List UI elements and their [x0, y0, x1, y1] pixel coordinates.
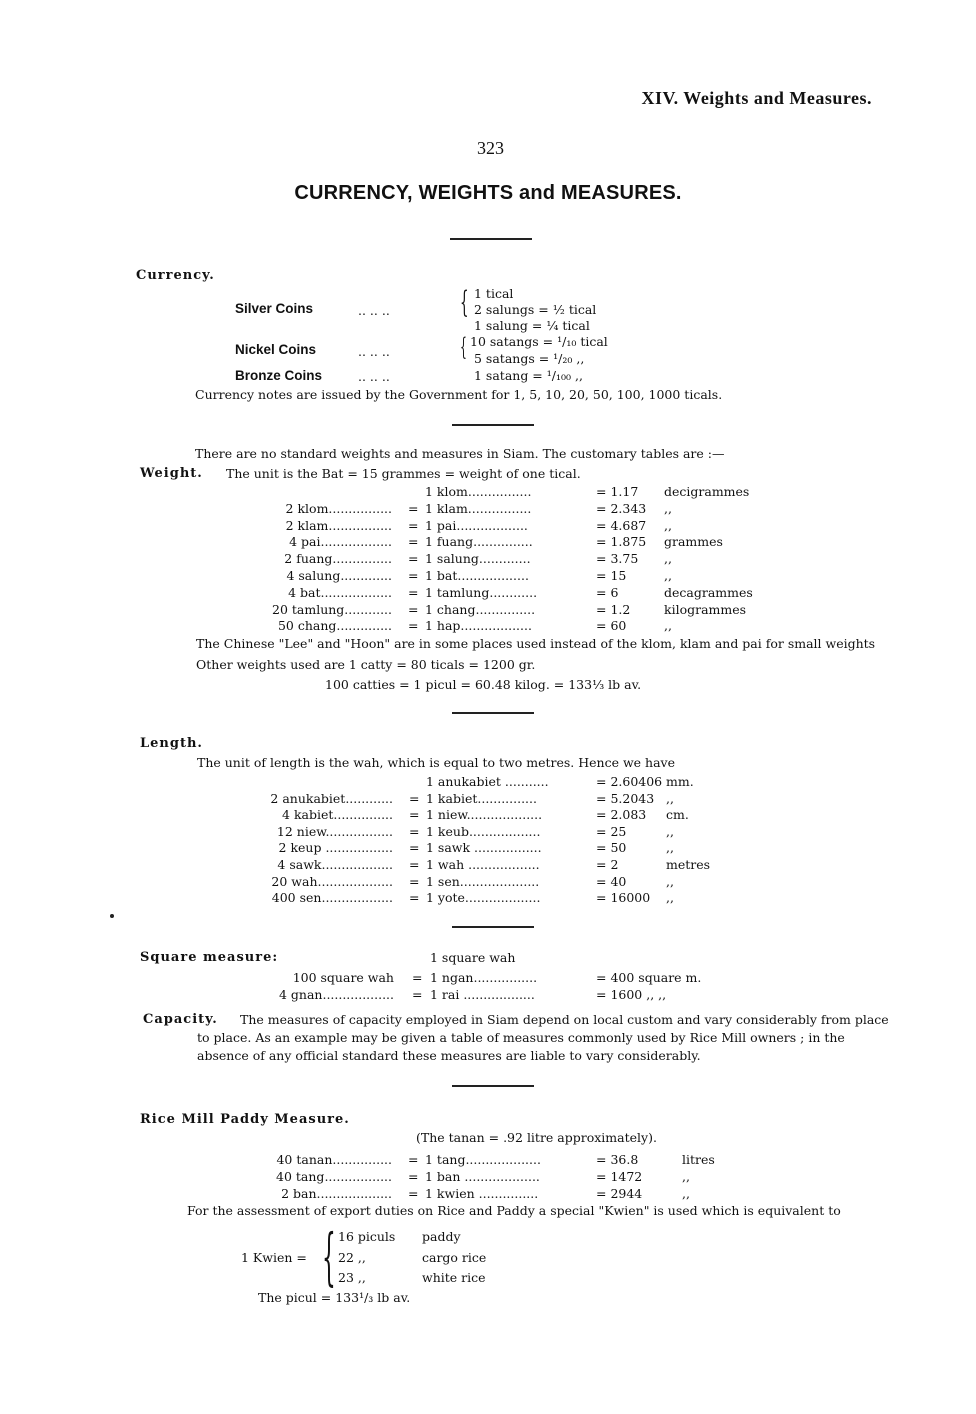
rice-row-eq: = — [408, 1152, 419, 1167]
weight-note-1: The Chinese "Lee" and "Hoon" are in some places used instead of the klom, klam and pai for small weights — [196, 636, 876, 651]
weight-row-mid: 1 klam................ — [425, 500, 532, 516]
divider — [452, 1085, 534, 1087]
silver-coins-label: Silver Coins — [235, 301, 314, 316]
kwien-what-1: paddy — [422, 1229, 461, 1244]
capacity-line-2: to place. As an example may be given a table of measures commonly used by Rice Mill owners ; in the — [197, 1030, 845, 1045]
length-row-unit: ,, — [666, 873, 674, 889]
length-row-unit: ,, — [666, 890, 674, 906]
length-row-mid: 1 niew................... — [426, 807, 543, 823]
weight-row-left: 2 fuang............... — [284, 551, 392, 567]
square-row-mid: 1 ngan................ — [430, 970, 538, 985]
weight-row-unit: ,, — [664, 551, 672, 567]
length-row-unit: ,, — [666, 790, 674, 806]
length-row-unit: ,, — [666, 823, 674, 839]
weight-row-mid: 1 chang............... — [425, 601, 536, 617]
weight-row-left: 4 pai.................. — [289, 534, 392, 550]
capacity-heading: Capacity. — [143, 1012, 218, 1027]
kwien-brace-icon: { — [322, 1220, 336, 1293]
square-heading: Square measure: — [140, 950, 279, 965]
rice-row-left: 40 tang................. — [276, 1169, 392, 1184]
rice-row-eq: = — [408, 1169, 419, 1184]
length-row-eq: = — [409, 807, 420, 823]
weight-row-mid: 1 klom................ — [425, 484, 532, 499]
rice-row-unit: ,, — [682, 1186, 690, 1201]
capacity-line-1: The measures of capacity employed in Siam depend on local custom and vary considerably from place — [240, 1012, 889, 1027]
currency-heading: Currency. — [136, 268, 215, 283]
weight-row-val: = 1.17 — [596, 484, 639, 499]
weight-row-eq: = — [408, 568, 419, 583]
page-number: 323 — [477, 138, 504, 158]
rice-row-mid: 1 ban ................... — [425, 1169, 540, 1184]
length-row-left: 4 sawk.................. — [277, 857, 393, 872]
length-row-val: = 5.2043 — [596, 790, 655, 806]
length-row-unit: metres — [666, 857, 711, 872]
length-row-val: = 2 — [596, 857, 619, 872]
rice-row-unit: ,, — [682, 1169, 690, 1184]
weight-row-val: = 60 — [596, 618, 627, 634]
length-row-mid: 1 kabiet............... — [426, 790, 537, 806]
silver-line-1: 1 tical — [474, 286, 514, 301]
square-row-val: = 1600 ,, ,, — [596, 987, 667, 1002]
weight-row-mid: 1 salung............. — [425, 551, 531, 567]
kwien-qty-2: 22 ,, — [338, 1250, 366, 1265]
silver-coins-dots: .. .. .. — [358, 303, 390, 318]
nickel-line-1: 10 satangs = ¹/₁₀ tical — [470, 334, 608, 349]
rice-row-val: = 36.8 — [596, 1152, 639, 1167]
square-row-0: 1 square wah — [430, 950, 516, 965]
length-row-mid: 1 yote................... — [426, 890, 541, 906]
weight-row-eq: = — [408, 601, 419, 617]
square-row-eq: = — [412, 987, 423, 1002]
weight-row-unit: ,, — [664, 517, 672, 533]
square-row-mid: 1 rai .................. — [430, 987, 535, 1002]
weight-row-unit: ,, — [664, 618, 672, 634]
weight-row-val: = 4.687 — [596, 517, 647, 533]
length-row-val: = 16000 — [596, 890, 651, 906]
weight-heading: Weight. — [140, 466, 203, 481]
stray-mark — [110, 914, 114, 918]
weight-row-left: 2 klam................ — [285, 517, 392, 533]
rice-row-left: 2 ban................... — [281, 1186, 392, 1201]
tanan-note: (The tanan = .92 litre approximately). — [416, 1130, 657, 1145]
rice-row-eq: = — [408, 1186, 419, 1201]
length-row-mid: 1 wah .................. — [426, 857, 540, 872]
weight-row-unit: ,, — [664, 568, 672, 583]
weight-row-left: 4 salung............. — [286, 568, 392, 583]
weight-row-left: 2 klom................ — [285, 500, 392, 516]
weight-row-eq: = — [408, 517, 419, 533]
length-row-mid: 1 sawk ................. — [426, 840, 542, 856]
weight-unit-text: The unit is the Bat = 15 grammes = weight of one tical. — [226, 466, 581, 481]
length-row-val: = 25 — [596, 823, 627, 839]
weight-row-left: 4 bat.................. — [288, 584, 392, 600]
silver-brace-icon: { — [460, 285, 469, 320]
capacity-line-3: absence of any official standard these measures are liable to vary considerably. — [197, 1048, 701, 1063]
kwien-label: 1 Kwien = — [241, 1250, 307, 1265]
export-line: For the assessment of export duties on Rice and Paddy a special "Kwien" is used which is equivalent to — [187, 1203, 841, 1218]
length-row-unit: mm. — [666, 774, 694, 789]
square-row-left: 4 gnan.................. — [278, 987, 394, 1002]
weight-row-eq: = — [408, 534, 419, 550]
divider — [452, 712, 534, 714]
length-row-val: = 2.083 — [596, 807, 647, 823]
nickel-coins-label: Nickel Coins — [235, 342, 317, 357]
square-row-eq: = — [412, 970, 423, 985]
length-row-eq: = — [409, 857, 420, 872]
nickel-line-2: 5 satangs = ¹/₂₀ ,, — [474, 351, 585, 366]
rice-row-left: 40 tanan............... — [276, 1152, 392, 1167]
square-row-val: = 400 square m. — [596, 970, 702, 985]
length-row-mid: 1 keub.................. — [426, 823, 541, 839]
rice-row-mid: 1 kwien ............... — [425, 1186, 539, 1201]
currency-notes: Currency notes are issued by the Government for 1, 5, 10, 20, 50, 100, 1000 ticals. — [195, 387, 723, 402]
intro-text: There are no standard weights and measures in Siam. The customary tables are :— — [195, 446, 725, 461]
running-title: XIV. Weights and Measures. — [641, 88, 872, 108]
length-row-mid: 1 sen.................... — [426, 873, 540, 889]
weight-row-mid: 1 tamlung............ — [425, 584, 538, 600]
length-row-left: 4 kabiet............... — [282, 807, 393, 823]
length-row-unit: cm. — [666, 807, 689, 823]
weight-row-unit: grammes — [664, 534, 723, 550]
main-title: CURRENCY, WEIGHTS and MEASURES. — [294, 182, 682, 204]
length-heading: Length. — [140, 736, 203, 751]
weight-row-val: = 6 — [596, 584, 619, 600]
rice-row-unit: litres — [682, 1152, 715, 1167]
weight-row-mid: 1 fuang............... — [425, 534, 533, 550]
weight-row-mid: 1 pai.................. — [425, 517, 528, 533]
bronze-line: 1 satang = ¹/₁₀₀ ,, — [474, 368, 583, 383]
weight-row-mid: 1 hap.................. — [425, 618, 532, 634]
weight-row-left: 20 tamlung............ — [272, 601, 392, 617]
length-row-val: = 50 — [596, 840, 627, 856]
silver-line-2: 2 salungs = ½ tical — [474, 302, 597, 317]
length-row-unit: ,, — [666, 840, 674, 856]
weight-note-3: 100 catties = 1 picul = 60.48 kilog. = 133⅓ lb av. — [325, 677, 642, 692]
divider — [452, 424, 534, 426]
rice-heading: Rice Mill Paddy Measure. — [140, 1112, 350, 1127]
length-row-eq: = — [409, 790, 420, 806]
length-row-eq: = — [409, 873, 420, 889]
length-row-mid: 1 anukabiet ........... — [426, 774, 549, 789]
length-row-val: = 40 — [596, 873, 627, 889]
length-row-val: = 2.60406 — [596, 774, 663, 789]
length-row-left: 20 wah................... — [271, 873, 393, 889]
weight-row-mid: 1 bat.................. — [425, 568, 529, 583]
weight-row-val: = 2.343 — [596, 500, 647, 516]
weight-row-val: = 1.2 — [596, 601, 631, 617]
weight-row-unit: kilogrammes — [664, 601, 747, 617]
weight-row-eq: = — [408, 584, 419, 600]
weight-row-unit: decigrammes — [664, 484, 750, 499]
weight-row-unit: ,, — [664, 500, 672, 516]
weight-row-unit: decagrammes — [664, 584, 753, 600]
silver-line-3: 1 salung = ¼ tical — [474, 318, 590, 333]
bronze-coins-dots: .. .. .. — [358, 369, 390, 384]
square-row-left: 100 square wah — [292, 970, 394, 985]
rice-row-val: = 2944 — [596, 1186, 643, 1201]
divider — [452, 926, 534, 928]
length-row-eq: = — [409, 890, 420, 906]
weight-row-val: = 1.875 — [596, 534, 647, 550]
length-row-eq: = — [409, 823, 420, 839]
length-row-left: 12 niew................. — [276, 823, 393, 839]
weight-row-eq: = — [408, 551, 419, 567]
divider — [450, 238, 532, 240]
nickel-brace-icon: { — [460, 333, 467, 361]
length-row-left: 400 sen.................. — [271, 890, 393, 906]
length-intro: The unit of length is the wah, which is equal to two metres. Hence we have — [197, 755, 675, 770]
kwien-what-3: white rice — [422, 1270, 486, 1285]
length-row-left: 2 keup ................. — [278, 840, 393, 856]
nickel-coins-dots: .. .. .. — [358, 344, 390, 359]
weight-row-left: 50 chang.............. — [277, 618, 392, 634]
weight-row-val: = 15 — [596, 568, 627, 583]
kwien-qty-1: 16 piculs — [338, 1229, 396, 1244]
bronze-coins-label: Bronze Coins — [235, 368, 323, 383]
length-row-eq: = — [409, 840, 420, 856]
weight-row-val: = 3.75 — [596, 551, 639, 567]
picul-note: The picul = 133¹/₃ lb av. — [258, 1290, 411, 1305]
kwien-what-2: cargo rice — [422, 1250, 487, 1265]
weight-row-eq: = — [408, 618, 419, 634]
length-row-left: 2 anukabiet............ — [270, 790, 393, 806]
rice-row-mid: 1 tang................... — [425, 1152, 541, 1167]
kwien-qty-3: 23 ,, — [338, 1270, 366, 1285]
weight-row-eq: = — [408, 500, 419, 516]
rice-row-val: = 1472 — [596, 1169, 643, 1184]
weight-note-2: Other weights used are 1 catty = 80 ticals = 1200 gr. — [196, 657, 536, 672]
